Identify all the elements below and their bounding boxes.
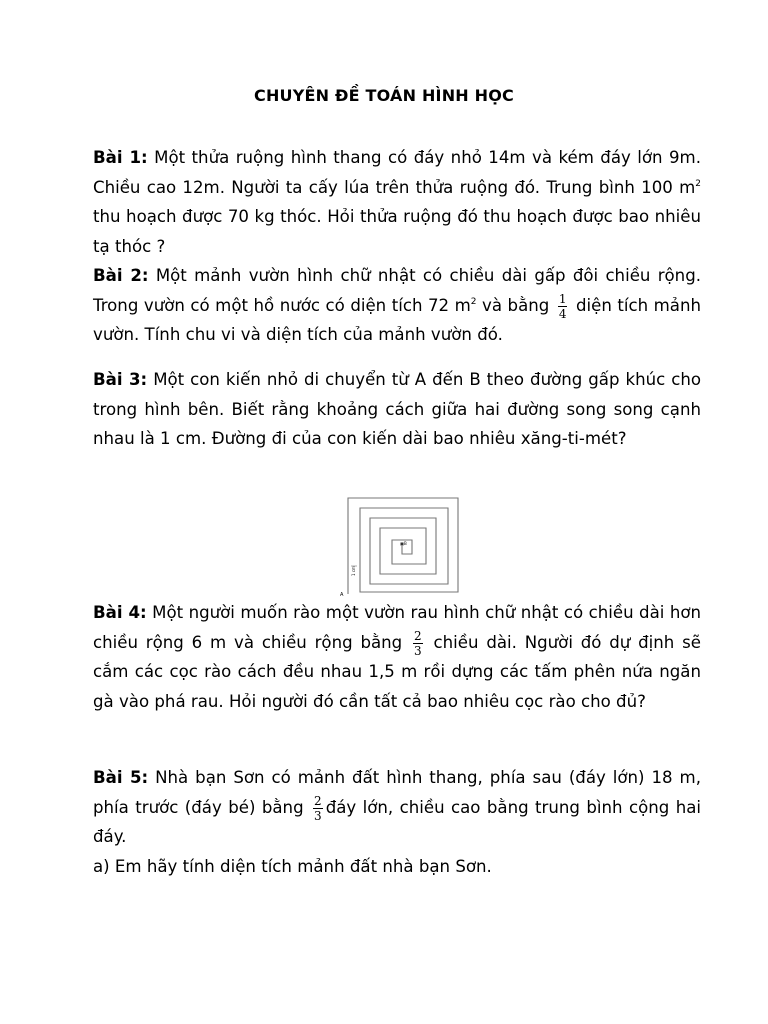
problem-1-text-b: thu hoạch được 70 kg thóc. Hỏi thửa ruộng đó thu hoạch được bao nhiêu tạ thóc ? <box>93 207 701 256</box>
spiral-path-figure <box>340 494 462 598</box>
problem-5-part-a: a) Em hãy tính diện tích mảnh đất nhà bạn Sơn. <box>93 856 492 876</box>
problem-1-label: Bài 1: <box>93 148 148 167</box>
problem-2-text-c: diện tích mảnh vườn. Tính chu vi và diện tích của mảnh vườn đó. <box>93 295 701 344</box>
distance-label: 1 cm <box>351 566 356 576</box>
problem-3-text: Một con kiến nhỏ di chuyển từ A đến B theo đường gấp khúc cho trong hình bên. Biết rằng khoảng cách giữa hai đường song song cạnh nhau là 1 cm. Đường đi của con kiến dài bao nhiêu xăng-ti-mét? <box>93 370 702 448</box>
problem-5-frac-den: 3 <box>314 808 322 823</box>
problem-5 <box>93 763 701 881</box>
problem-3-label: Bài 3: <box>93 370 148 389</box>
problem-2-sup: 2 <box>470 296 477 307</box>
problem-3 <box>93 365 701 454</box>
point-a-label: A <box>340 592 344 598</box>
problem-2-text-b: và bằng <box>476 295 550 315</box>
problem-2-fraction <box>558 293 568 320</box>
page-title: CHUYÊN ĐỀ TOÁN HÌNH HỌC <box>254 86 514 105</box>
problem-4-frac-den: 3 <box>414 643 422 658</box>
problem-4-fraction <box>413 630 423 657</box>
problem-1-text-a: Một thửa ruộng hình thang có đáy nhỏ 14m và kém đáy lớn 9m. Chiều cao 12m. Người ta cấy lúa trên thửa ruộng đó. Trung bình 100 m <box>93 148 701 197</box>
problem-1 <box>93 143 701 261</box>
problem-4-text-a: Một người muốn rào một vườn rau hình chữ nhật có chiều dài hơn chiều rộng 6 m và chiều rộng bằng <box>93 603 702 652</box>
problem-2-frac-den: 4 <box>558 306 567 321</box>
problem-5-text-a: Nhà bạn Sơn có mảnh đất hình thang, phía sau (đáy lớn) 18 m, phía trước (đáy bé) bằng <box>93 768 701 817</box>
problem-2-label: Bài 2: <box>93 266 149 285</box>
spiral-path <box>348 498 458 594</box>
problem-5-label: Bài 5: <box>93 768 149 787</box>
problem-2-frac-num: 1 <box>558 291 567 306</box>
problem-4-frac-num: 2 <box>414 628 422 643</box>
problem-4-label: Bài 4: <box>93 603 147 622</box>
problem-2 <box>93 261 701 350</box>
problem-5-frac-num: 2 <box>314 793 322 808</box>
problem-4-text-b: chiều dài. Người đó dự định sẽ cắm các cọc rào cách đều nhau 1,5 m rồi dựng các tấm phên nứa ngăn gà vào phá rau. Hỏi người đó cần tất cả bao nhiêu cọc rào cho đủ? <box>93 632 701 711</box>
problem-5-fraction <box>313 795 323 822</box>
problem-4 <box>93 598 701 716</box>
problem-1-sup: 2 <box>695 178 701 189</box>
problem-2-text-a: Một mảnh vườn hình chữ nhật có chiều dài gấp đôi chiều rộng. Trong vườn có một hồ nước có diện tích 72 m <box>93 266 702 315</box>
point-b-label: B <box>404 541 407 546</box>
problem-5-text-b: đáy lớn, chiều cao bằng trung bình cộng hai đáy. <box>93 797 702 846</box>
